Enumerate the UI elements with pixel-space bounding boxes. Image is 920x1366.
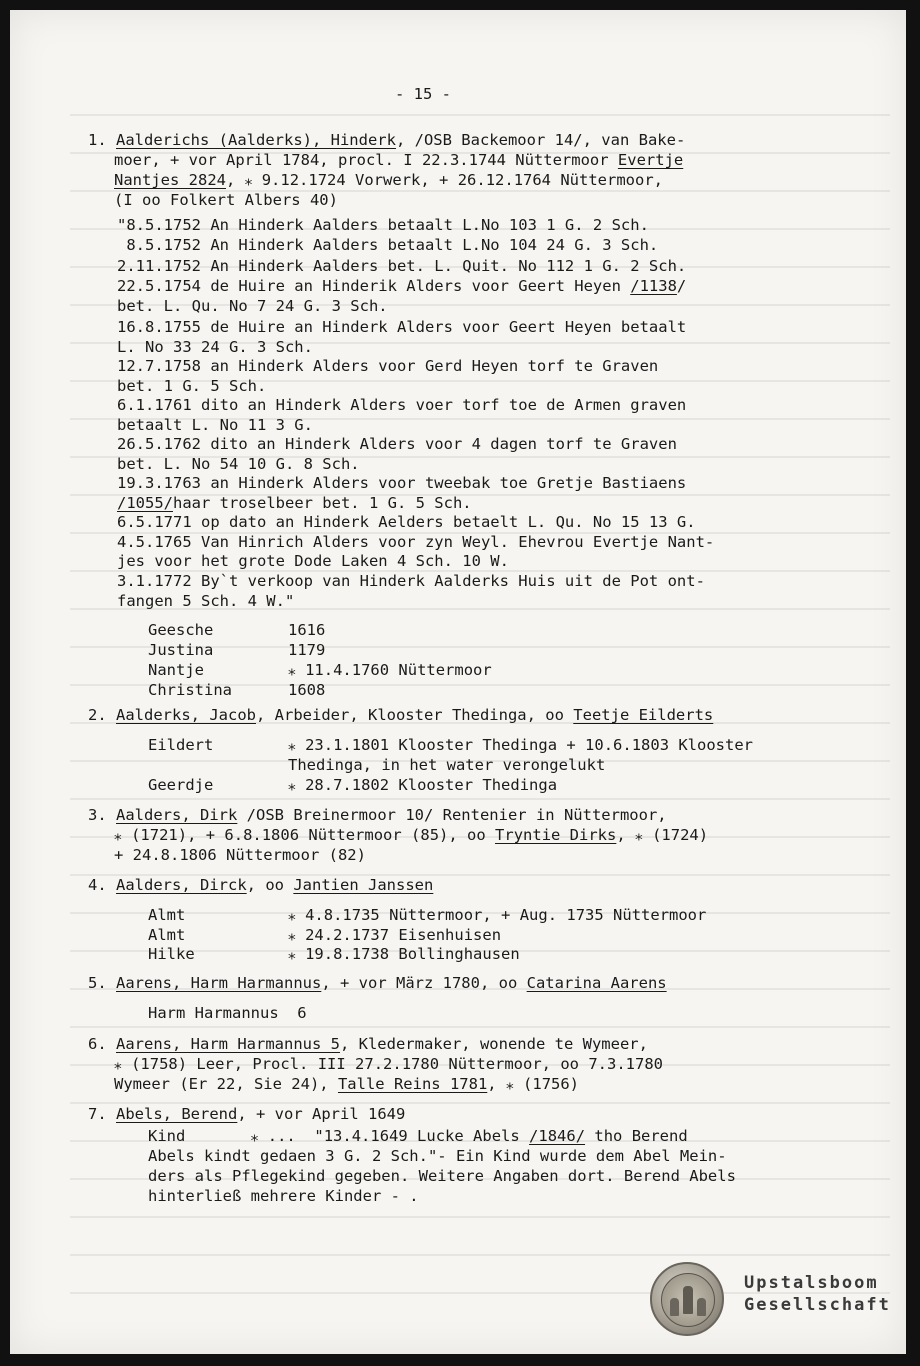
quote-line: jes voor het grote Dode Laken 4 Sch. 10 W. xyxy=(117,552,509,570)
child-info: ⁎ 4.8.1735 Nüttermoor, + Aug. 1735 Nüttermoor xyxy=(288,906,707,924)
quote-line: fangen 5 Sch. 4 W." xyxy=(117,592,295,610)
quote-line: L. No 33 24 G. 3 Sch. xyxy=(117,338,313,356)
entry-1-spouse-ref: Nantjes 2824 xyxy=(114,171,226,189)
quote-line: 2.11.1752 An Hinderk Aalders bet. L. Quit. No 112 1 G. 2 Sch. xyxy=(117,257,687,275)
seal-inner xyxy=(661,1273,715,1327)
child-name: Geerdje xyxy=(148,776,214,794)
entry-7-text: , + vor April 1649 xyxy=(237,1105,406,1123)
quote-line: "8.5.1752 An Hinderk Aalders betaalt L.No 103 1 G. 2 Sch. xyxy=(117,216,649,234)
entry-6-line-1 xyxy=(88,1035,648,1054)
child-info: ⁎ 24.2.1737 Eisenhuisen xyxy=(288,926,502,944)
entry-3-line-2 xyxy=(114,826,708,845)
child-info: ⁎ 23.1.1801 Klooster Thedinga + 10.6.1803 Klooster xyxy=(288,736,754,754)
child-info: Thedinga, in het water verongelukt xyxy=(288,756,606,774)
entry-1-line-4: (I oo Folkert Albers 40) xyxy=(114,191,338,209)
child-name: Hilke xyxy=(148,945,195,963)
entry-3-line-3: + 24.8.1806 Nüttermoor (82) xyxy=(114,846,366,864)
entry-6-line-2: ⁎ (1758) Leer, Procl. III 27.2.1780 Nüttermoor, oo 7.3.1780 xyxy=(114,1055,663,1073)
quote-line xyxy=(117,277,686,296)
entry-4-spouse: Jantien Janssen xyxy=(293,876,434,894)
child-info: ⁎ 11.4.1760 Nüttermoor xyxy=(288,661,492,679)
quote-line: 4.5.1765 Van Hinrich Alders voor zyn Weyl. Ehevrou Evertje Nant- xyxy=(117,533,715,551)
child-name: Geesche xyxy=(148,621,214,639)
quote-line xyxy=(117,494,472,513)
entry-7-line-2 xyxy=(148,1127,688,1146)
entry-number: 7. xyxy=(88,1105,107,1123)
entry-7-line-4: ders als Pflegekind gegeben. Weitere Angaben dort. Berend Abels xyxy=(148,1167,736,1185)
entry-6-line-3 xyxy=(114,1075,579,1094)
child-name: Christina xyxy=(148,681,232,699)
page-number: - 15 - xyxy=(395,85,451,103)
entry-3-line-1 xyxy=(88,806,667,825)
child-info: ⁎ 19.8.1738 Bollinghausen xyxy=(288,945,520,963)
quote-line: 19.3.1763 an Hinderk Alders voor tweebak toe Gretje Bastiaens xyxy=(117,474,687,492)
entry-6-text: Wymeer (Er 22, Sie 24), xyxy=(114,1075,338,1093)
entry-1-spouse: Evertje xyxy=(617,151,684,169)
logo-text-line-1: Upstalsboom xyxy=(744,1273,879,1293)
quote-text: 22.5.1754 de Huire an Hinderik Alders voor Geert Heyen xyxy=(117,277,631,295)
entry-3-text: /OSB Breinermoor 10/ Rentenier in Nüttermoor, xyxy=(237,806,667,824)
entry-1-line-1 xyxy=(88,131,685,150)
entry-1-text: , /OSB Backemoor 14/, van Bake- xyxy=(395,131,686,149)
child-line: Harm Harmannus 6 xyxy=(148,1004,307,1022)
entry-7-line-1 xyxy=(88,1105,405,1124)
entry-3-spouse: Tryntie Dirks xyxy=(495,826,617,844)
entry-6-name: Aarens, Harm Harmannus 5 xyxy=(116,1035,340,1053)
child-name: Nantje xyxy=(148,661,204,679)
child-name: Justina xyxy=(148,641,214,659)
child-info: ⁎ 28.7.1802 Klooster Thedinga xyxy=(288,776,558,794)
entry-7-text: tho Berend xyxy=(585,1127,688,1145)
ref-number: /1138 xyxy=(630,277,677,295)
quote-line: 26.5.1762 dito an Hinderk Alders voor 4 dagen torf te Graven xyxy=(117,435,677,453)
entry-7-name: Abels, Berend xyxy=(116,1105,238,1123)
ref-number: /1055/ xyxy=(117,494,173,512)
entry-3-text: , ⁎ (1724) xyxy=(616,826,709,844)
entry-4-text: , oo xyxy=(246,876,294,894)
entry-3-name: Aalders, Dirk xyxy=(116,806,238,824)
entry-number: 4. xyxy=(88,876,107,894)
child-name: Almt xyxy=(148,906,186,924)
entry-6-spouse: Talle Reins 1781 xyxy=(337,1075,488,1093)
quote-line: bet. L. Qu. No 7 24 G. 3 Sch. xyxy=(117,297,388,315)
entry-2-line-1 xyxy=(88,706,713,725)
quote-line: 3.1.1772 By`t verkoop van Hinderk Aalderks Huis uit de Pot ont- xyxy=(117,572,705,590)
quote-line: 12.7.1758 an Hinderk Alders voor Gerd Heyen torf te Graven xyxy=(117,357,659,375)
quote-line: betaalt L. No 11 3 G. xyxy=(117,416,313,434)
entry-5-name: Aarens, Harm Harmannus xyxy=(116,974,322,992)
entry-4-line-1 xyxy=(88,876,433,895)
entry-2-text: , Arbeider, Klooster Thedinga, oo xyxy=(256,706,574,724)
entry-6-text: , Kledermaker, wonende te Wymeer, xyxy=(339,1035,648,1053)
quote-line: 6.1.1761 dito an Hinderk Alders voer torf toe de Armen graven xyxy=(117,396,687,414)
ref-number: /1846/ xyxy=(529,1127,586,1145)
entry-5-text: , + vor März 1780, oo xyxy=(321,974,527,992)
seal-figure xyxy=(683,1286,693,1314)
child-info: 1616 xyxy=(288,621,326,639)
child-info: 1179 xyxy=(288,641,326,659)
entry-5-line-1 xyxy=(88,974,667,993)
quote-line: bet. 1 G. 5 Sch. xyxy=(117,377,267,395)
entry-2-name: Aalderks, Jacob xyxy=(116,706,256,724)
logo-text-line-2: Gesellschaft xyxy=(744,1295,891,1315)
entry-1-name: Aalderichs (Aalderks), Hinderk xyxy=(116,131,396,149)
entry-4-name: Aalders, Dirck xyxy=(116,876,247,894)
entry-1-text: , ⁎ 9.12.1724 Vorwerk, + 26.12.1764 Nüttermoor, xyxy=(225,171,663,189)
entry-number: 2. xyxy=(88,706,107,724)
child-name: Almt xyxy=(148,926,186,944)
child-info: 1608 xyxy=(288,681,326,699)
entry-number: 6. xyxy=(88,1035,107,1053)
entry-7-text: Kind ⁎ ... "13.4.1649 Lucke Abels xyxy=(148,1127,530,1145)
quote-line: 8.5.1752 An Hinderk Aalders betaalt L.No 104 24 G. 3 Sch. xyxy=(117,236,659,254)
entry-2-spouse: Teetje Eilderts xyxy=(573,706,714,724)
entry-1-text: moer, + vor April 1784, procl. I 22.3.1744 Nüttermoor xyxy=(114,151,618,169)
seal-figure xyxy=(670,1298,679,1316)
upstalsboom-seal-icon xyxy=(650,1262,724,1336)
quote-line: 16.8.1755 de Huire an Hinderk Alders voor Geert Heyen betaalt xyxy=(117,318,687,336)
entry-number: 3. xyxy=(88,806,107,824)
entry-6-text: , ⁎ (1756) xyxy=(487,1075,580,1093)
seal-figure xyxy=(697,1298,706,1316)
quote-text: haar troselbeer bet. 1 G. 5 Sch. xyxy=(173,494,472,512)
quote-text: / xyxy=(676,277,687,295)
child-name: Eildert xyxy=(148,736,214,754)
document-page xyxy=(10,10,906,1354)
entry-number: 1. xyxy=(88,131,107,149)
entry-5-spouse: Catarina Aarens xyxy=(526,974,667,992)
entry-1-line-3 xyxy=(114,171,663,190)
entry-3-text: ⁎ (1721), + 6.8.1806 Nüttermoor (85), oo xyxy=(114,826,496,844)
entry-number: 5. xyxy=(88,974,107,992)
quote-line: bet. L. No 54 10 G. 8 Sch. xyxy=(117,455,360,473)
quote-line: 6.5.1771 op dato an Hinderk Aelders betaelt L. Qu. No 15 13 G. xyxy=(117,513,696,531)
entry-7-line-3: Abels kindt gedaen 3 G. 2 Sch."- Ein Kind wurde dem Abel Mein- xyxy=(148,1147,727,1165)
entry-7-line-5: hinterließ mehrere Kinder - . xyxy=(148,1187,419,1205)
entry-1-line-2 xyxy=(114,151,683,170)
